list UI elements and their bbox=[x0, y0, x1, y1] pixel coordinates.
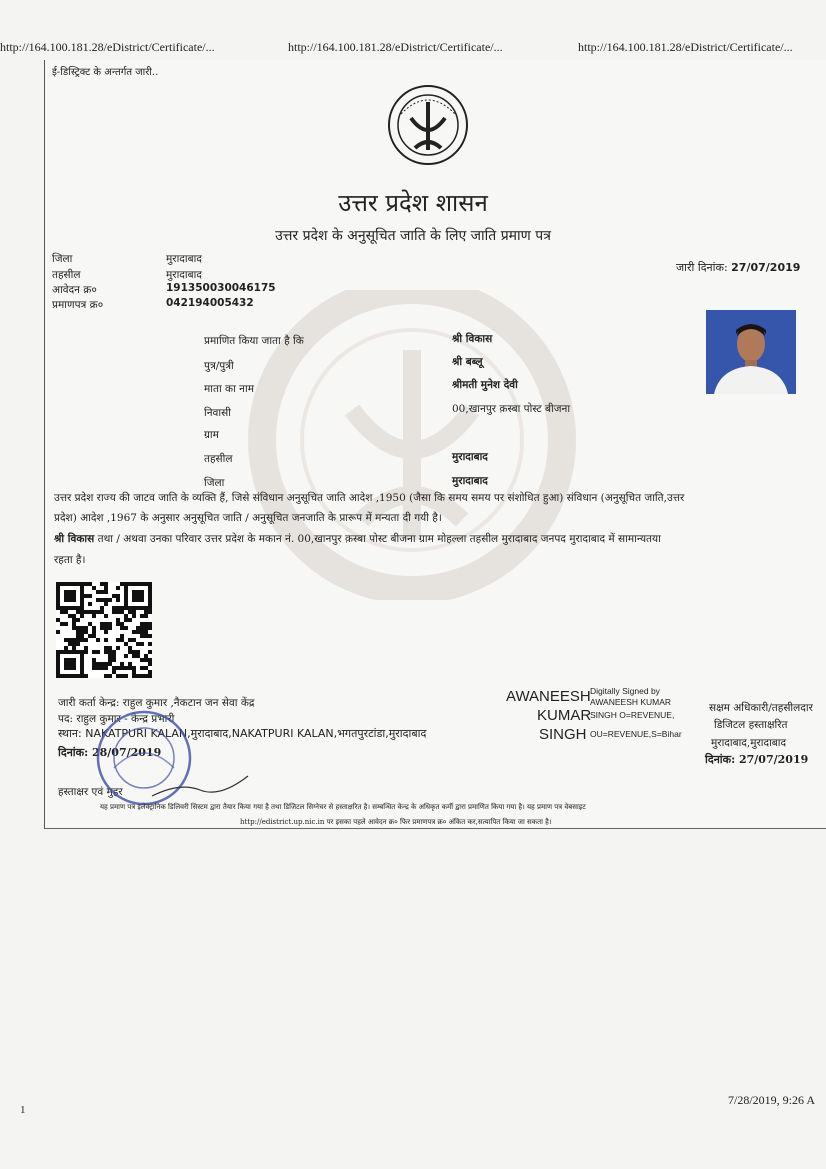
application-number: 191350030046175 bbox=[166, 282, 276, 294]
signature-detail-1: Digitally Signed by bbox=[590, 686, 660, 696]
issue-date-value: 27/07/2019 bbox=[731, 261, 801, 274]
father-name: श्री बब्लू bbox=[452, 356, 483, 368]
caste-paragraph-line-1: उत्तर प्रदेश राज्य की जाटव जाति के व्यक्ति हैं, जिसे संविधान अनुसूचित जाति आदेश ,1950 (जैसा कि समय समय पर संशोधित हुआ) संविधान (अनुसूचित जाति,उत्तर bbox=[54, 492, 685, 504]
application-label: आवेदन क्र० bbox=[52, 284, 97, 296]
officer-place: मुरादाबाद,मुरादाबाद bbox=[711, 737, 787, 749]
resident-value: 00,खानपुर क़स्बा पोस्ट बीजना bbox=[452, 403, 571, 415]
signature-seal-label: हस्ताक्षर एवं मुहर bbox=[58, 786, 123, 798]
browser-tab-3[interactable]: http://164.100.181.28/eDistrict/Certificate/... bbox=[578, 40, 793, 54]
government-title: उत्तर प्रदेश शासन bbox=[338, 189, 488, 217]
certificate-title: उत्तर प्रदेश के अनुसूचित जाति के लिए जाति प्रमाण पत्र bbox=[275, 228, 551, 244]
son-daughter-label: पुत्र/पुत्री bbox=[204, 360, 234, 372]
certificate-number: 042194005432 bbox=[166, 297, 254, 309]
detail-district-value: मुरादाबाद bbox=[452, 475, 488, 487]
applicant-photo bbox=[706, 310, 796, 394]
certify-label: प्रमाणित किया जाता है कि bbox=[204, 335, 304, 347]
officer-date: दिनांक: 27/07/2019 bbox=[705, 753, 809, 766]
issuer-place: स्थान: NAKATPURI KALAN,मुरादाबाद,NAKATPURI KALAN,भगतपुरटांडा,मुरादाबाद bbox=[58, 727, 427, 740]
browser-tab-1[interactable]: http://164.100.181.28/eDistrict/Certificate/... bbox=[0, 40, 215, 54]
signer-name-line-1: AWANEESH bbox=[506, 688, 591, 705]
residence-paragraph-text: तथा / अथवा उनका परिवार उत्तर प्रदेश के मकान नं. 00,खानपुर क़स्बा पोस्ट बीजना ग्राम मोहल्ला तहसील मुरादाबाद जनपद मुरादाबाद में सामान्यतया bbox=[94, 533, 661, 545]
district-value: मुरादाबाद bbox=[166, 253, 202, 265]
signature-detail-2: AWANEESH KUMAR bbox=[590, 697, 672, 707]
page-number: 1 bbox=[20, 1104, 26, 1116]
issuer-designation: पद: राहुल कुमार - केन्द्र प्रभारी bbox=[58, 713, 175, 725]
applicant-name: श्री विकास bbox=[452, 333, 493, 345]
issue-date-label: जारी दिनांक: bbox=[676, 261, 728, 274]
signer-name-line-2: KUMAR bbox=[537, 707, 592, 724]
browser-tab-2[interactable]: http://164.100.181.28/eDistrict/Certificate/... bbox=[288, 40, 503, 54]
qr-code bbox=[56, 582, 152, 678]
tehsil-label: तहसील bbox=[52, 269, 81, 281]
up-state-emblem-logo bbox=[387, 84, 469, 166]
certificate-number-label: प्रमाणपत्र क्र० bbox=[52, 299, 104, 311]
residence-paragraph-name: श्री विकास bbox=[54, 533, 95, 545]
signature-detail-4: OU=REVENUE,S=Bihar bbox=[590, 729, 682, 739]
print-timestamp: 7/28/2019, 9:26 A bbox=[728, 1093, 816, 1107]
issuer-date: दिनांक: 28/07/2019 bbox=[58, 746, 162, 759]
district-label: जिला bbox=[52, 253, 73, 265]
detail-tehsil-label: तहसील bbox=[204, 453, 233, 465]
caste-paragraph-line-2: प्रदेश) आदेश ,1967 के अनुसार अनुसूचित जाति / अनुसूचित जनजाति के प्रारूप में मन्यता दी गयी है। bbox=[54, 512, 442, 524]
tehsil-value: मुरादाबाद bbox=[166, 269, 202, 281]
issuer-center: जारी कर्ता केन्द्र: राहुल कुमार ,नैकटान जन सेवा केंद्र bbox=[58, 697, 255, 709]
issue-date bbox=[676, 260, 800, 275]
mother-name: श्रीमती मुनेश देवी bbox=[452, 379, 518, 391]
residence-paragraph-line-2: रहता है। bbox=[54, 554, 86, 566]
mother-label: माता का नाम bbox=[204, 383, 254, 395]
village-label: ग्राम bbox=[204, 429, 219, 441]
signature-detail-3: SINGH O=REVENUE, bbox=[590, 710, 675, 720]
footer-note-line-1: यह प्रमाण पत्र इलेक्ट्रानिक डिलिवरी सिस्टम द्वारा तैयार किया गया है तथा डिजिटल सिग्नेचर से हस्ताक्षरित है। सम्बन्धित केन्द्र के अधिकृत कर्मी द्वारा प्रमाणित किया गया है। यह प्रमाण पत्र वेबसाइट bbox=[100, 803, 586, 811]
signer-name-line-3: SINGH bbox=[539, 726, 587, 743]
officer-digital-signed: डिजिटल हस्ताक्षरित bbox=[714, 719, 788, 731]
footer-note-line-2: http://edistrict.up.nic.in पर इसका पहले आवेदन क्र० फिर प्रमाणपत्र क्र० अंकित कर,सत्यापित किया जा सकता है। bbox=[240, 818, 552, 826]
residence-paragraph-line-1 bbox=[54, 529, 824, 549]
detail-tehsil-value: मुरादाबाद bbox=[452, 451, 488, 463]
handwritten-signature bbox=[150, 772, 250, 802]
officer-title: सक्षम अधिकारी/तहसीलदार bbox=[709, 702, 813, 714]
resident-label: निवासी bbox=[204, 407, 231, 419]
issued-under-text: ई-डिस्ट्रिक्ट के अन्तर्गत जारी.. bbox=[52, 67, 159, 78]
detail-district-label: जिला bbox=[204, 477, 225, 489]
